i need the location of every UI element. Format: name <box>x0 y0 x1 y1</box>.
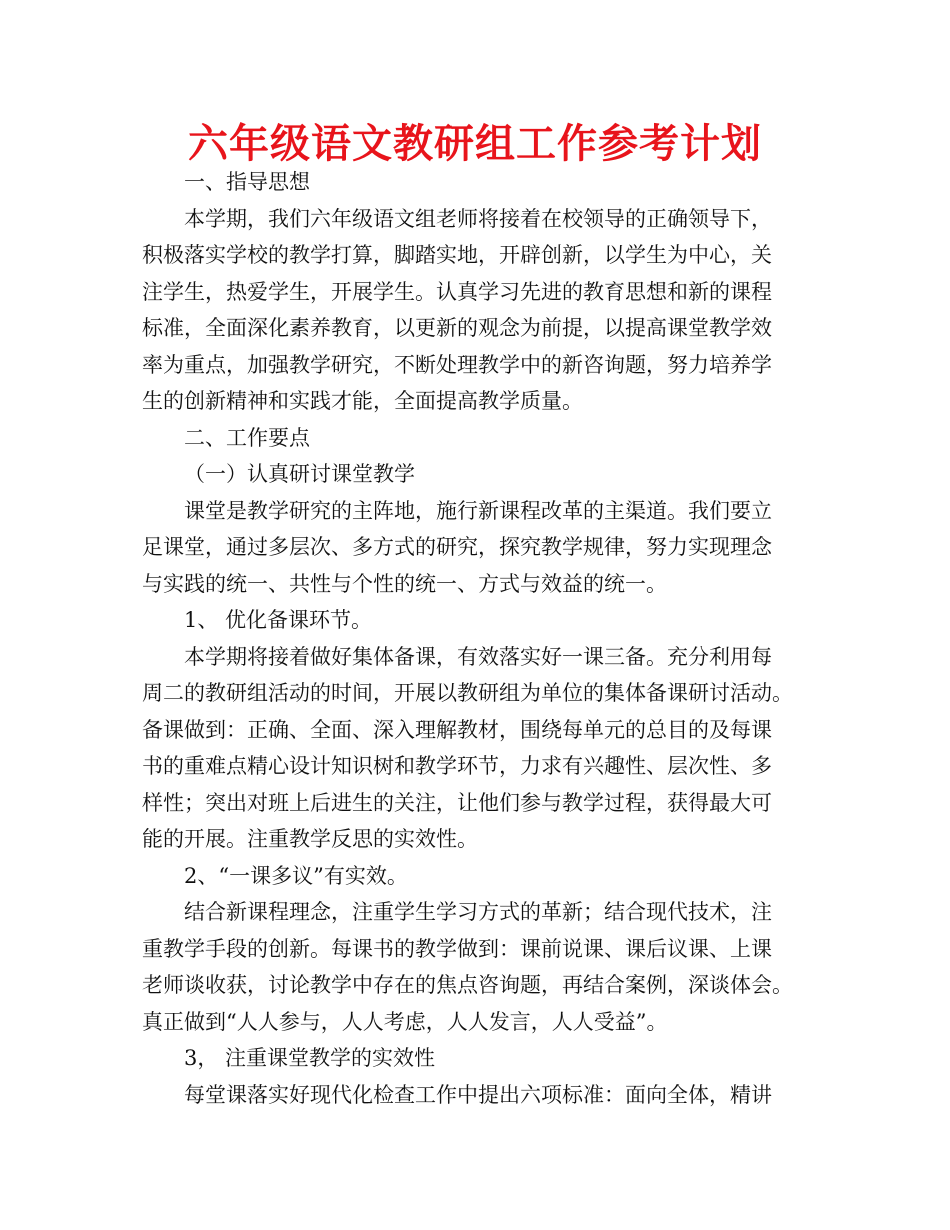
paragraph-line: 样性；突出对班上后进生的关注，让他们参与教学过程，获得最大可 <box>142 790 772 815</box>
paragraph-line: 二、工作要点 <box>184 425 310 450</box>
paragraph-line: 备课做到：正确、全面、深入理解教材，围绕每单元的总目的及每课 <box>142 717 772 742</box>
document-title: 六年级语文教研组工作参考计划 <box>188 121 762 167</box>
paragraph-line: 每堂课落实好现代化检查工作中提出六项标准：面向全体，精讲 <box>184 1082 772 1107</box>
paragraph-line: 本学期将接着做好集体备课，有效落实好一课三备。充分利用每 <box>184 644 772 669</box>
paragraph-line: 2、“一课多议”有实效。 <box>184 863 408 888</box>
paragraph-line: 能的开展。注重教学反思的实效性。 <box>142 827 478 851</box>
paragraph-line: 重教学手段的创新。每课书的教学做到：课前说课、课后议课、上课 <box>142 936 772 961</box>
paragraph-line: 率为重点，加强教学研究，不断处理教学中的新咨询题，努力培养学 <box>142 352 772 377</box>
paragraph-line: 结合新课程理念，注重学生学习方式的革新；结合现代技术，注 <box>184 900 772 924</box>
paragraph-line: 一、指导思想 <box>184 170 310 194</box>
paragraph-line: 注学生，热爱学生，开展学生。认真学习先进的教育思想和新的课程 <box>142 279 772 304</box>
paragraph-line: 足课堂，通过多层次、多方式的研究，探究教学规律，努力实现理念 <box>142 535 772 559</box>
paragraph-line: 老师谈收获，讨论教学中存在的焦点咨询题，再结合案例，深谈体会。 <box>142 973 793 997</box>
paragraph-line: 生的创新精神和实践才能，全面提高教学质量。 <box>142 389 583 413</box>
paragraph-line: 与实践的统一、共性与个性的统一、方式与效益的统一。 <box>142 571 667 596</box>
paragraph-line: 标准，全面深化素养教育，以更新的观念为前提，以提高课堂教学效 <box>142 316 772 340</box>
paragraph-line: 3， 注重课堂教学的实效性 <box>184 1046 436 1070</box>
paragraph-line: 课堂是教学研究的主阵地，施行新课程改革的主渠道。我们要立 <box>184 498 772 523</box>
paragraph-line: 书的重难点精心设计知识树和教学环节，力求有兴趣性、层次性、多 <box>142 754 772 778</box>
paragraph-line: （一）认真研讨课堂教学 <box>184 462 415 486</box>
document-body <box>142 164 822 1113</box>
paragraph-line: 真正做到“人人参与，人人考虑，人人发言，人人受益”。 <box>142 1009 668 1034</box>
paragraph-line: 积极落实学校的教学打算，脚踏实地，开辟创新，以学生为中心，关 <box>142 243 772 267</box>
paragraph-line: 1、 优化备课环节。 <box>184 608 373 632</box>
paragraph-line: 本学期，我们六年级语文组老师将接着在校领导的正确领导下， <box>184 206 772 231</box>
paragraph-line: 周二的教研组活动的时间，开展以教研组为单位的集体备课研讨活动。 <box>142 681 793 705</box>
